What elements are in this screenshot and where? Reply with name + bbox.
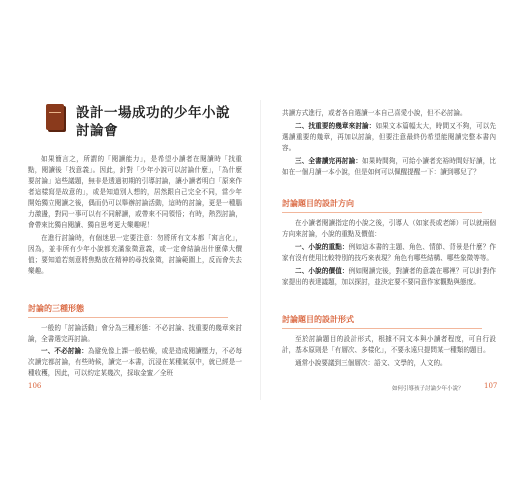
running-footer: 如何引導孩子討論少年小說？	[392, 386, 464, 392]
section-directions	[282, 198, 496, 288]
section-heading-formats: 討論題目的設計形式	[282, 315, 354, 324]
page-number-right: 107	[484, 382, 498, 390]
direction-item2	[282, 266, 496, 288]
left-page	[24, 100, 242, 400]
item-lead: 一、小說的重點：	[295, 243, 349, 251]
item-lead: 三、全書讀完再討論：	[295, 157, 363, 165]
direction-item1	[282, 242, 496, 264]
intro-text	[28, 154, 242, 277]
section-rule	[282, 328, 482, 329]
item-body: 例如閱讀完後，對讀者的意義在哪裡？可以針對作家提出的表達議題，加以探討，並決定要不要同意作家觀點與態度。	[282, 267, 497, 286]
page-number-left: 106	[28, 382, 42, 390]
chapter-title-line1: 設計一場成功的少年小說	[76, 105, 230, 121]
intro-paragraph-1: 如果簡言之，所謂的「閱讀能力」，是希望小讀者在閱讀時「找重點，閱讀後「找意義」。因此，針對「少年小說可以討論什麼」，「為什麼要討論」這些議題，無非是透過初期的引導討論，讓小讀者明白「原來作者這樣寫是故意的」，或是知道別人想的，居然跟自己完全不同，當少年開始獨立閱讀之後，偶而仍可以舉辦討論活動，這時的討論，更是一種腦力激盪，對同一事可以有不同解讀，或帶來不同領悟；有時，熱烈討論，會帶來比獨自閱讀、獨自思考更大樂趣呢！	[28, 155, 242, 229]
book-icon	[46, 104, 64, 130]
continuation-text: 共讀方式進行，或者各自選讀一本自己喜愛小說，但不必討論。	[282, 109, 467, 117]
chapter-title	[76, 104, 244, 140]
item-body: 為避免像上課一般枯燥，或是造成閱讀壓力，不必每次讀完都討論，有些時候，讀完一本書，沉浸在某種氣氛中，就已經是一種收穫，因此，可以約定某幾次，採取金蜜／全班	[28, 347, 243, 377]
intro-paragraph-2: 在進行討論時，有個迷思一定要注意：勿將所有文本都「寓言化」，因為，並非所有少年小說都充滿象徵意義，或一定會結論出什麼偉大價值；要知道若刻意將焦點放在精神的尋找象徵，討論範圍上，反而會失去樂趣。	[28, 234, 242, 275]
item-body: 如果時間夠，可給小讀者充裕時間好好讀，比如在一個月讀一本小說，但是如何可以佩醒提醒一下：讀到哪兒了？	[282, 157, 497, 176]
form-item2	[282, 121, 496, 154]
section-forms	[28, 303, 242, 379]
section-heading-directions: 討論題目的設計方向	[282, 199, 354, 208]
item-lead: 二、小說的價值：	[295, 267, 349, 275]
section-formats-body2: 通常小說要議到三個層次：語文、文學的，人文的。	[295, 359, 447, 367]
right-page	[282, 100, 504, 400]
book-spread	[10, 100, 510, 400]
section-forms-body: 一般的「討論活動」會分為三種形態：不必討論、找重要的幾章來討論，全書選完再討論。	[28, 324, 242, 343]
section-rule	[282, 212, 482, 213]
chapter-title-line2: 討論會	[76, 123, 118, 139]
form-item3	[282, 156, 496, 178]
section-formats-body: 至於討論題目的設計形式，根據不同文本與小讀者程度，可自行設計，基本原則是「有層次、多樣化」，不要永遠只提問某一種類的題目。	[282, 335, 496, 354]
item-lead: 一、不必討論：	[41, 347, 88, 355]
page-gutter	[260, 100, 261, 400]
item-body: 例如這本書的主題、角色、情節、背景是什麼？作家有沒有使用比較特別的技巧來表現？角色有哪些結構、哪些象徵等等。	[282, 243, 497, 262]
section-formats	[282, 314, 496, 369]
section-heading-forms: 討論的三種形態	[28, 304, 84, 313]
section-forms-item1	[28, 346, 242, 379]
item-lead: 二、找重要的幾章來討論：	[295, 122, 376, 130]
section-directions-body: 在小讀者閱讀指定的小說之後，引導人（如家長或老師）可以就兩個方向來討論，小說的重點及價值：	[282, 219, 496, 238]
section-rule	[28, 317, 228, 318]
item-body: 如果文本篇幅太大，時間又不夠，可以先選讀重要的幾章，再加以討論，但要注意最終仍希望能閱讀完整本書內容。	[282, 122, 497, 152]
right-top-text	[282, 108, 496, 178]
